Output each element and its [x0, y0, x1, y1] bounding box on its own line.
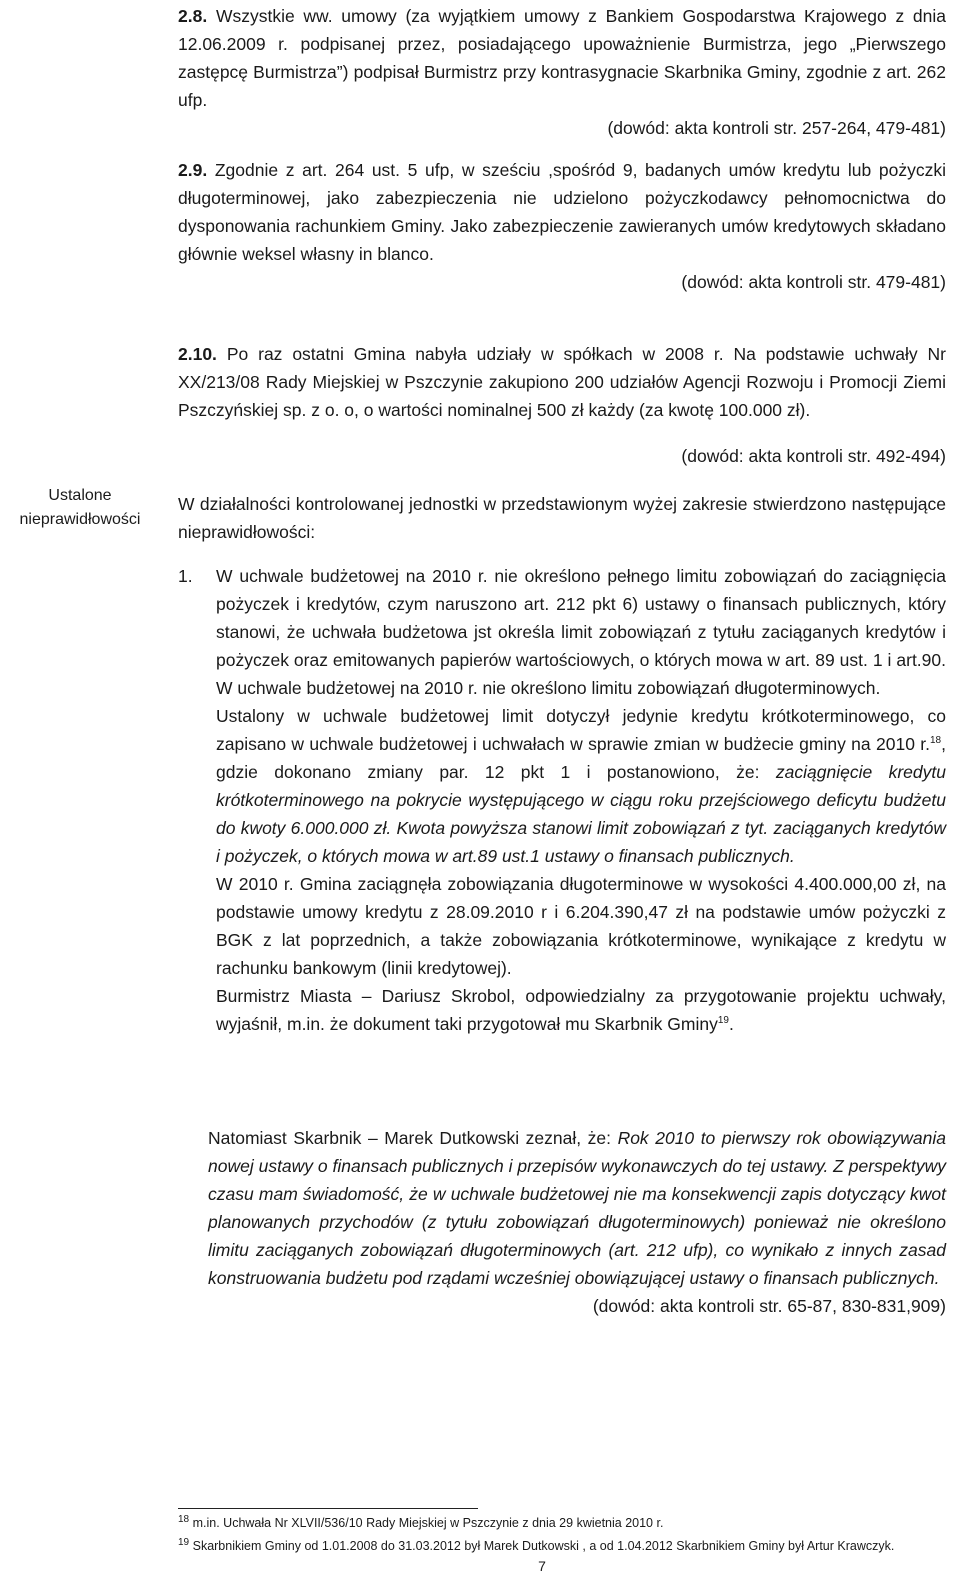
section-2-10-paragraph [178, 340, 946, 424]
mayor-statement: Burmistrz Miasta – Dariusz Skrobol, odpowiedzialny za przygotowanie projektu uchwały, wyjaśnił, m.in. że dokument taki przygotował mu Skarbnik Gminy [216, 986, 946, 1034]
footnote-number: 19 [178, 1536, 190, 1548]
evidence-note: (dowód: akta kontroli str. 479-481) [681, 272, 946, 292]
section-text: Wszystkie ww. umowy (za wyjątkiem umowy z Bankiem Gospodarstwa Krajowego z dnia 12.06.2009 r. podpisanej przez, posiadającego upoważnienie Burmistrza, jego „Pierwszego zastępcę Burmistrza”) podpisał Burmistrz przy kontrasygnacie Skarbnika Gminy, zgodnie z art. 262 ufp. [178, 6, 946, 110]
evidence-note: (dowód: akta kontroli str. 257-264, 479-481) [607, 118, 946, 138]
item-paragraph-1: W uchwale budżetowej na 2010 r. nie określono pełnego limitu zobowiązań do zaciągnięcia pożyczek i kredytów, czym naruszono art. 212 pkt 6) ustawy o finansach publicznych, który stanowi, że uchwała budżetowa jst określa limit zobowiązań z tytułu zaciąganych kredytów i pożyczek oraz emitowanych papierów wartościowych, o których mowa w art. 89 ust. 1 i art.90. W uchwale budżetowej na 2010 r. nie określono limitu zobowiązań długoterminowych. [216, 566, 946, 698]
footnote-divider [178, 1508, 478, 1509]
evidence-note: (dowód: akta kontroli str. 65-87, 830-831,909) [592, 1296, 946, 1316]
section-2-9 [178, 156, 946, 296]
section-number: 2.8. [178, 6, 208, 26]
section-2-8-paragraph [178, 2, 946, 114]
item-text: . [728, 1014, 734, 1034]
section-2-8 [178, 2, 946, 142]
section-2-10 [178, 340, 946, 470]
footnote-text: m.in. Uchwała Nr XLVII/536/10 Rady Miejskiej w Pszczynie z dnia 29 kwietnia 2010 r. [192, 1516, 664, 1530]
evidence-note: (dowód: akta kontroli str. 492-494) [681, 446, 946, 466]
treasurer-statement-block [178, 1124, 946, 1320]
section-text: Po raz ostatni Gmina nabyła udziały w spółkach w 2008 r. Na podstawie uchwały Nr XX/213/08 Rady Miejskiej w Pszczynie zakupiono 200 udziałów Agencji Rozwoju i Promocji Ziemi Pszczyńskiej sp. z o. o, o wartości nominalnej 500 zł każdy (za kwotę 100.000 zł). [178, 344, 946, 420]
footnote-ref-18: 18 [930, 735, 942, 747]
intro-text: W działalności kontrolowanej jednostki w przedstawionym wyżej zakresie stwierdzono następujące nieprawidłowości: [178, 494, 946, 542]
item-paragraph-4 [216, 982, 946, 1038]
margin-label: Ustalone nieprawidłowości [19, 487, 141, 528]
footnote-ref-19: 19 [717, 1015, 729, 1027]
item-text: , gdzie dokonano zmiany par. 12 pkt 1 i postanowiono, że: [216, 734, 946, 782]
section-text: Zgodnie z art. 264 ust. 5 ufp, w sześciu ,spośród 9, badanych umów kredytu lub pożyczki długoterminowej, jako zabezpieczenia nie udzielono pożyczkodawcy pełnomocnictwa do dysponowania rachunkiem Gminy. Jako zabezpieczenie zawieranych umów kredytowych składano głównie weksel własny in blanco. [178, 160, 946, 264]
item-paragraph-3: W 2010 r. Gmina zaciągnęła zobowiązania długoterminowe w wysokości 4.400.000,00 zł, na podstawie umowy kredytu z 28.09.2010 r i 6.204.390,47 zł na podstawie umów pożyczki z BGK z lat poprzednich, a także zobowiązania krótkoterminowe, wynikające z kredytu w rachunku bankowym (linii kredytowej). [216, 874, 946, 978]
resolution-quote: zaciągnięcie kredytu krótkoterminowego na pokrycie występującego w ciągu roku przejściowego deficytu budżetu do kwoty 6.000.000 zł. Kwota powyższa stanowi limit zobowiązań z tyt. zaciąganych kredytów i pożyczek, o których mowa w art.89 ust.1 ustawy o finansach publicznych. [216, 762, 946, 866]
list-number: 1. [178, 566, 193, 586]
section-number: 2.9. [178, 160, 208, 180]
footnote-number: 18 [178, 1513, 190, 1525]
section-2-9-paragraph [178, 156, 946, 268]
footnote-18 [178, 1514, 946, 1533]
item-text: Natomiast Skarbnik – Marek Dutkowski zeznał, że: [208, 1128, 618, 1148]
treasurer-statement [208, 1124, 946, 1292]
irregularity-item-1 [178, 562, 946, 1038]
page-number: 7 [538, 1558, 546, 1574]
section-number: 2.10. [178, 344, 217, 364]
irregularities-intro [178, 490, 946, 546]
treasurer-quote: Rok 2010 to pierwszy rok obowiązywania nowej ustawy o finansach publicznych i przepisów wykonawczych do tej ustawy. Z perspektywy czasu mam świadomość, że w uchwale budżetowej nie ma konsekwencji zapis dotyczący kwot planowanych przychodów (z tytułu zobowiązań długoterminowych) ponieważ nie określono limitu zaciąganych zobowiązań długoterminowych (art. 212 ufp), co wynikało z innych zasad konstruowania budżetu pod rządami wcześniej obowiązującej ustawy o finansach publicznych. [208, 1128, 946, 1288]
item-text: Ustalony w uchwale budżetowej limit dotyczył jedynie kredytu krótkoterminowego, co zapisano w uchwale budżetowej i uchwałach w sprawie zmian w budżecie gminy na 2010 r. [216, 706, 946, 754]
list-item-body [216, 562, 946, 1038]
footnote-text: Skarbnikiem Gminy od 1.01.2008 do 31.03.2012 był Marek Dutkowski , a od 1.04.2012 Skarbnikiem Gminy był Artur Krawczyk. [192, 1539, 895, 1553]
item-paragraph-2 [216, 702, 946, 870]
